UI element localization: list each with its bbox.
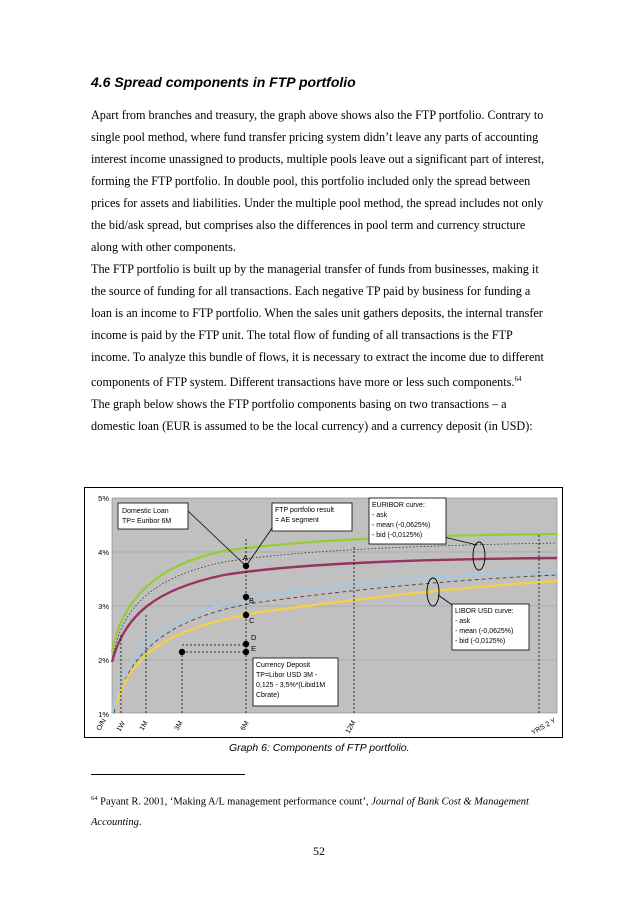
libor-legend-box [452,604,529,650]
point-d [243,641,249,647]
footnote-reference[interactable]: 64 [514,375,522,383]
paragraph-2 [91,258,551,393]
point-label-d: D [251,633,257,642]
x-tick-1m: 1M [138,720,150,732]
ftp-components-figure [84,487,564,739]
libor-legend-line-4: - bid (-0,0125%) [455,638,506,645]
euribor-legend-box [369,498,446,544]
x-tick-2y: YRS 2 Y [530,717,558,737]
currency-deposit-line-3: 0,125 - 3,5%*(Libid1M [256,682,326,689]
y-tick-2: 2% [98,656,109,665]
footnote-end: . [138,816,142,828]
x-tick-3m: 3M [173,720,185,732]
deposit-point [179,649,185,655]
point-label-c: C [249,616,255,625]
euribor-legend-line-2: - ask [372,512,388,519]
ftp-result-line-2: = AE segment [275,517,319,524]
currency-deposit-line-1: Currency Deposit [256,662,311,669]
domestic-loan-line-2: TP= Euribor 6M [122,518,172,525]
body-text [91,104,551,437]
point-label-a: A [243,553,249,562]
x-tick-on: O/N [95,717,108,732]
footnote [91,789,561,833]
y-tick-3: 3% [98,602,109,611]
point-label-b: B [249,596,255,605]
figure-caption: Graph 6: Components of FTP portfolio. [229,742,410,754]
libor-legend-line-2: - ask [455,618,471,625]
page-number: 52 [313,844,325,858]
currency-deposit-line-4: Cbrate) [256,692,280,699]
paragraph-1: Apart from branches and treasury, the graph above shows also the FTP portfolio. Contrary to single pool method, where fund transfer pricing system didn’t leave any parts of accounting interest income unassigned to products, multiple pools leave out a significant part of interest, forming the FTP portfolio. In double pool, this portfolio included only the spread between prices for assets and liabilities. Under the multiple pool method, the spread includes not only the bid/ask spread, but comprises also the differences in pool term and currency structure along with other components. [91,108,545,254]
libor-legend-line-3: - mean (-0,0625%) [455,628,514,635]
footnote-divider [91,774,245,775]
domestic-loan-line-1: Domestic Loan [122,508,169,515]
footnote-number: 64 [91,795,98,802]
y-tick-5: 5% [98,494,109,503]
x-tick-6m: 6M [239,720,251,732]
footnote-text: Payant R. 2001, ‘Making A/L management performance count’, [97,796,372,808]
footnote-journal: Journal of Bank Cost & Management Accounting [91,796,529,828]
euribor-legend-line-1: EURIBOR curve: [372,502,425,509]
paragraph-3: The graph below shows the FTP portfolio components basing on two transactions – a domestic loan (EUR is assumed to be the local currency) and a currency deposit (in USD): [91,397,533,434]
libor-legend-line-1: LIBOR USD curve: [455,608,514,615]
currency-deposit-box [253,658,338,706]
paragraph-2-text: The FTP portfolio is built up by the managerial transfer of funds from businesses, making it the source of funding for all transactions. Each negative TP paid by business for funding a loan is an income to FTP portfolio. When the sales unit gathers deposits, the internal transfer income is paid by the FTP unit. The total flow of funding of all transactions is the FTP income. To analyze this bundle of flows, it is necessary to extract the income due to different components of FTP system. Different transactions have more or less such components. [91,262,544,390]
ftp-result-line-1: FTP portfolio result [275,507,335,514]
ftp-result-box [272,503,352,531]
domestic-loan-box [118,503,188,529]
currency-deposit-line-2: TP=Libor USD 3M - [256,672,318,679]
section-title: 4.6 Spread components in FTP portfolio [91,74,356,90]
euribor-legend-line-3: - mean (-0,0625%) [372,522,431,529]
point-label-e: E [251,644,257,653]
x-tick-1w: 1W [115,720,127,733]
point-e [243,649,249,655]
y-tick-4: 4% [98,548,109,557]
euribor-legend-line-4: - bid (-0,0125%) [372,532,423,539]
x-tick-12m: 12M [344,719,358,735]
y-tick-1: 1% [98,710,109,719]
